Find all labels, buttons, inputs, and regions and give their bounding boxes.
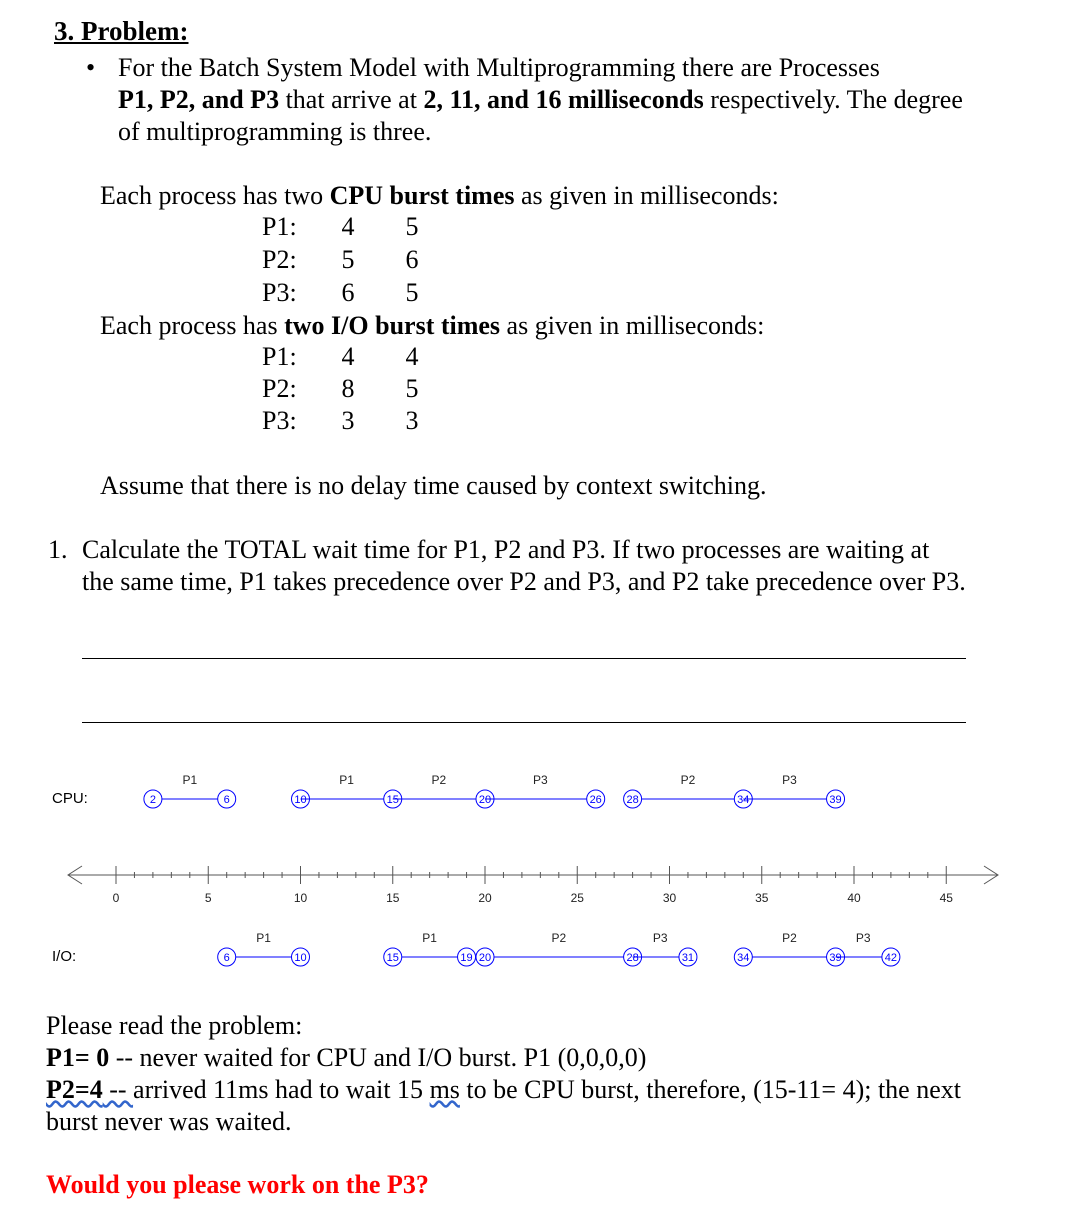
question-line-1: Calculate the TOTAL wait time for P1, P2 and P3. If two processes are waiting at xyxy=(82,535,930,564)
io-process-label: P3 xyxy=(855,931,871,945)
cpu-process-label: P3 xyxy=(782,773,797,787)
io-burst-value: 3 xyxy=(341,406,355,435)
cpu-time-label: 20 xyxy=(478,794,492,806)
io-time-label: 6 xyxy=(223,952,230,964)
io-intro-b: two I/O burst times xyxy=(284,311,501,340)
cpu-burst-value: 6 xyxy=(341,278,355,307)
notes-intro: Please read the problem: xyxy=(46,1011,303,1040)
p2-result: P2=4 xyxy=(46,1075,103,1104)
cpu-burst-value: 5 xyxy=(405,212,419,241)
p1-explanation: -- never waited for CPU and I/O burst. P1 (0,0,0,0) xyxy=(109,1043,647,1072)
cpu-intro-c: as given in milliseconds: xyxy=(514,181,779,210)
cpu-intro-a: Each process has two xyxy=(100,181,330,210)
cpu-time-label: 26 xyxy=(589,794,602,806)
io-time-label: 19 xyxy=(460,952,473,964)
io-process-label: P2 xyxy=(782,931,797,945)
cpu-burst-value: 6 xyxy=(405,245,419,274)
notes-p1 xyxy=(46,1042,646,1074)
io-process-label: P2 xyxy=(551,931,567,945)
io-time-label: 31 xyxy=(681,952,695,964)
cpu-process-label: P2 xyxy=(431,773,447,787)
io-process-label: P3 xyxy=(652,931,668,945)
axis-tick-label: 45 xyxy=(939,891,953,905)
respectively-text: respectively. The degree xyxy=(703,85,963,114)
problem-heading: 3. Problem: xyxy=(54,16,189,46)
io-intro xyxy=(100,310,764,342)
gantt-diagram xyxy=(0,750,1080,1010)
io-burst-value: 3 xyxy=(405,406,419,435)
cpu-time-label: 6 xyxy=(223,794,230,806)
p2-ms-unit: ms xyxy=(429,1075,460,1104)
cpu-time-label: 39 xyxy=(829,794,842,806)
p1-result: P1= 0 xyxy=(46,1043,110,1072)
cpu-row-label: P1: xyxy=(262,212,297,241)
io-process-label: P1 xyxy=(422,931,437,945)
io-time-label: 10 xyxy=(294,952,307,964)
cpu-time-label: 28 xyxy=(626,794,639,806)
cpu-row-label: CPU: xyxy=(52,790,88,807)
p2-explanation-a: arrived 11ms had to wait 15 xyxy=(133,1075,430,1104)
io-timeline xyxy=(218,931,900,966)
io-row-label: P3: xyxy=(262,406,297,435)
notes-p2-cont: burst never was waited. xyxy=(46,1107,292,1136)
axis-tick-label: 40 xyxy=(847,891,861,905)
problem-line-2 xyxy=(118,84,1048,116)
p2-dash: -- xyxy=(102,1075,134,1104)
process-list: P1, P2, and P3 xyxy=(118,85,280,114)
closing-question: Would you please work on the P3? xyxy=(46,1170,429,1199)
cpu-timeline xyxy=(144,773,845,808)
cpu-burst-value: 5 xyxy=(405,278,419,307)
axis-tick-label: 10 xyxy=(293,891,308,905)
cpu-row-label: P2: xyxy=(262,245,297,274)
axis-tick-label: 0 xyxy=(112,891,120,905)
io-burst-value: 5 xyxy=(405,374,419,403)
problem-line-3: of multiprogramming is three. xyxy=(118,117,432,146)
answer-line-1 xyxy=(82,658,966,659)
answer-line-2 xyxy=(82,722,966,723)
assumption-text: Assume that there is no delay time caused by context switching. xyxy=(100,471,767,500)
io-row-label: I/O: xyxy=(52,948,77,965)
cpu-burst-value: 4 xyxy=(341,212,355,241)
cpu-intro-b: CPU burst times xyxy=(329,181,515,210)
question-line-2: the same time, P1 takes precedence over P2 and P3, and P2 take precedence over P3. xyxy=(82,567,966,596)
io-burst-value: 4 xyxy=(341,342,355,371)
cpu-process-label: P1 xyxy=(182,773,198,787)
io-time-label: 28 xyxy=(626,952,639,964)
cpu-intro xyxy=(100,180,779,212)
io-time-label: 42 xyxy=(884,952,898,964)
io-intro-c: as given in milliseconds: xyxy=(500,311,765,340)
io-row-label: P2: xyxy=(262,374,297,403)
question-number: 1. xyxy=(48,535,68,564)
axis-tick-label: 5 xyxy=(204,891,212,905)
io-time-label: 15 xyxy=(386,952,399,964)
p2-explanation-b: to be CPU burst, therefore, (15-11= 4); the next xyxy=(459,1075,961,1104)
cpu-time-label: 34 xyxy=(737,794,750,806)
io-time-label: 34 xyxy=(737,952,750,964)
io-time-label: 39 xyxy=(829,952,842,964)
time-axis xyxy=(68,866,998,905)
cpu-time-label: 2 xyxy=(149,794,156,806)
problem-line-1: For the Batch System Model with Multiprogramming there are Processes xyxy=(118,53,880,82)
io-process-label: P1 xyxy=(256,931,271,945)
axis-tick-label: 30 xyxy=(662,891,677,905)
notes-p2 xyxy=(46,1074,961,1106)
axis-tick-label: 25 xyxy=(570,891,584,905)
cpu-process-label: P2 xyxy=(680,773,696,787)
cpu-process-label: P1 xyxy=(339,773,354,787)
bullet-dot: • xyxy=(86,53,96,82)
cpu-burst-value: 5 xyxy=(341,245,355,274)
io-burst-value: 8 xyxy=(341,374,355,403)
io-intro-a: Each process has xyxy=(100,311,285,340)
io-row-label: P1: xyxy=(262,342,297,371)
cpu-time-label: 10 xyxy=(294,794,307,806)
io-burst-value: 4 xyxy=(405,342,419,371)
arrival-times: 2, 11, and 16 milliseconds xyxy=(423,85,704,114)
cpu-time-label: 15 xyxy=(386,794,399,806)
cpu-process-label: P3 xyxy=(533,773,548,787)
arrive-text: that arrive at xyxy=(279,85,424,114)
cpu-row-label: P3: xyxy=(262,278,297,307)
axis-tick-label: 35 xyxy=(755,891,769,905)
axis-tick-label: 15 xyxy=(386,891,400,905)
axis-tick-label: 20 xyxy=(478,891,492,905)
io-time-label: 20 xyxy=(478,952,492,964)
